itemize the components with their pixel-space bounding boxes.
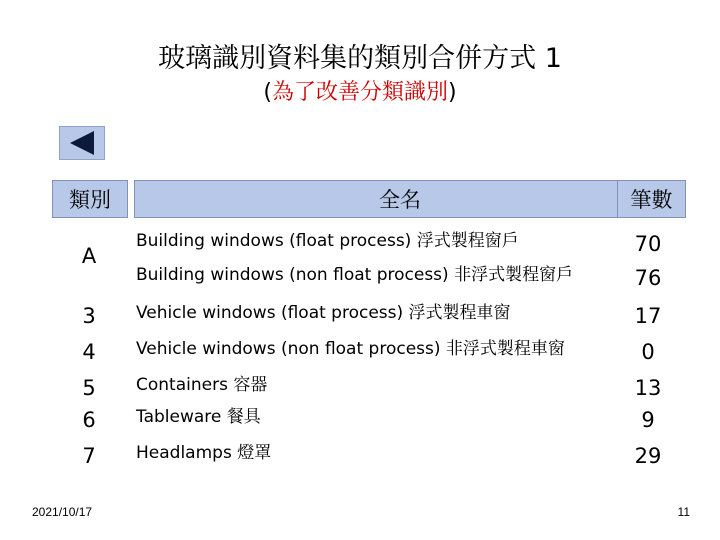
header-count: 筆數 <box>617 180 686 218</box>
table-row <box>52 292 686 328</box>
category-cell: 3 <box>82 304 96 328</box>
name-cell: Building windows (non float process) 非浮式製程窗戶 <box>136 264 574 285</box>
subtitle-close-paren: ) <box>448 80 457 105</box>
name-cell: Headlamps 燈罩 <box>136 442 272 463</box>
table-header <box>52 180 686 218</box>
name-cell: Vehicle windows (float process) 浮式製程車窗 <box>136 302 511 323</box>
footer-date: 2021/10/17 <box>32 505 93 519</box>
header-category: 類別 <box>52 180 128 218</box>
count-cell: 70 <box>634 232 662 256</box>
slide-subtitle <box>0 78 720 108</box>
table-row <box>52 254 686 290</box>
page-number: 11 <box>677 505 690 519</box>
category-cell: 4 <box>82 340 96 364</box>
name-cell: Tableware 餐具 <box>136 406 261 427</box>
count-cell: 0 <box>641 340 655 364</box>
slide-title: 玻璃識別資料集的類別合併方式 1 <box>158 43 562 74</box>
category-cell: 7 <box>82 444 96 468</box>
table-row <box>52 432 686 468</box>
category-cell: 5 <box>82 376 96 400</box>
name-cell: Building windows (float process) 浮式製程窗戶 <box>136 230 519 251</box>
count-cell: 9 <box>641 408 655 432</box>
category-cell: 6 <box>82 408 96 432</box>
count-cell: 76 <box>634 266 662 290</box>
table-row <box>52 328 686 364</box>
count-cell: 13 <box>634 376 662 400</box>
name-cell: Containers 容器 <box>136 374 268 395</box>
table-row <box>52 364 686 400</box>
header-name: 全名 <box>134 180 666 218</box>
category-cell: A <box>81 244 97 268</box>
glass-class-table <box>52 180 686 470</box>
table-row <box>52 396 686 432</box>
count-cell: 29 <box>634 444 662 468</box>
back-arrow-icon <box>60 127 104 159</box>
subtitle-text: 為了改善分類識別 <box>271 80 448 105</box>
name-cell: Vehicle windows (non float process) 非浮式製程車窗 <box>136 338 565 359</box>
subtitle-open-paren: ( <box>263 80 272 105</box>
count-cell: 17 <box>634 304 662 328</box>
table-row <box>52 220 686 256</box>
back-button[interactable] <box>59 126 105 160</box>
